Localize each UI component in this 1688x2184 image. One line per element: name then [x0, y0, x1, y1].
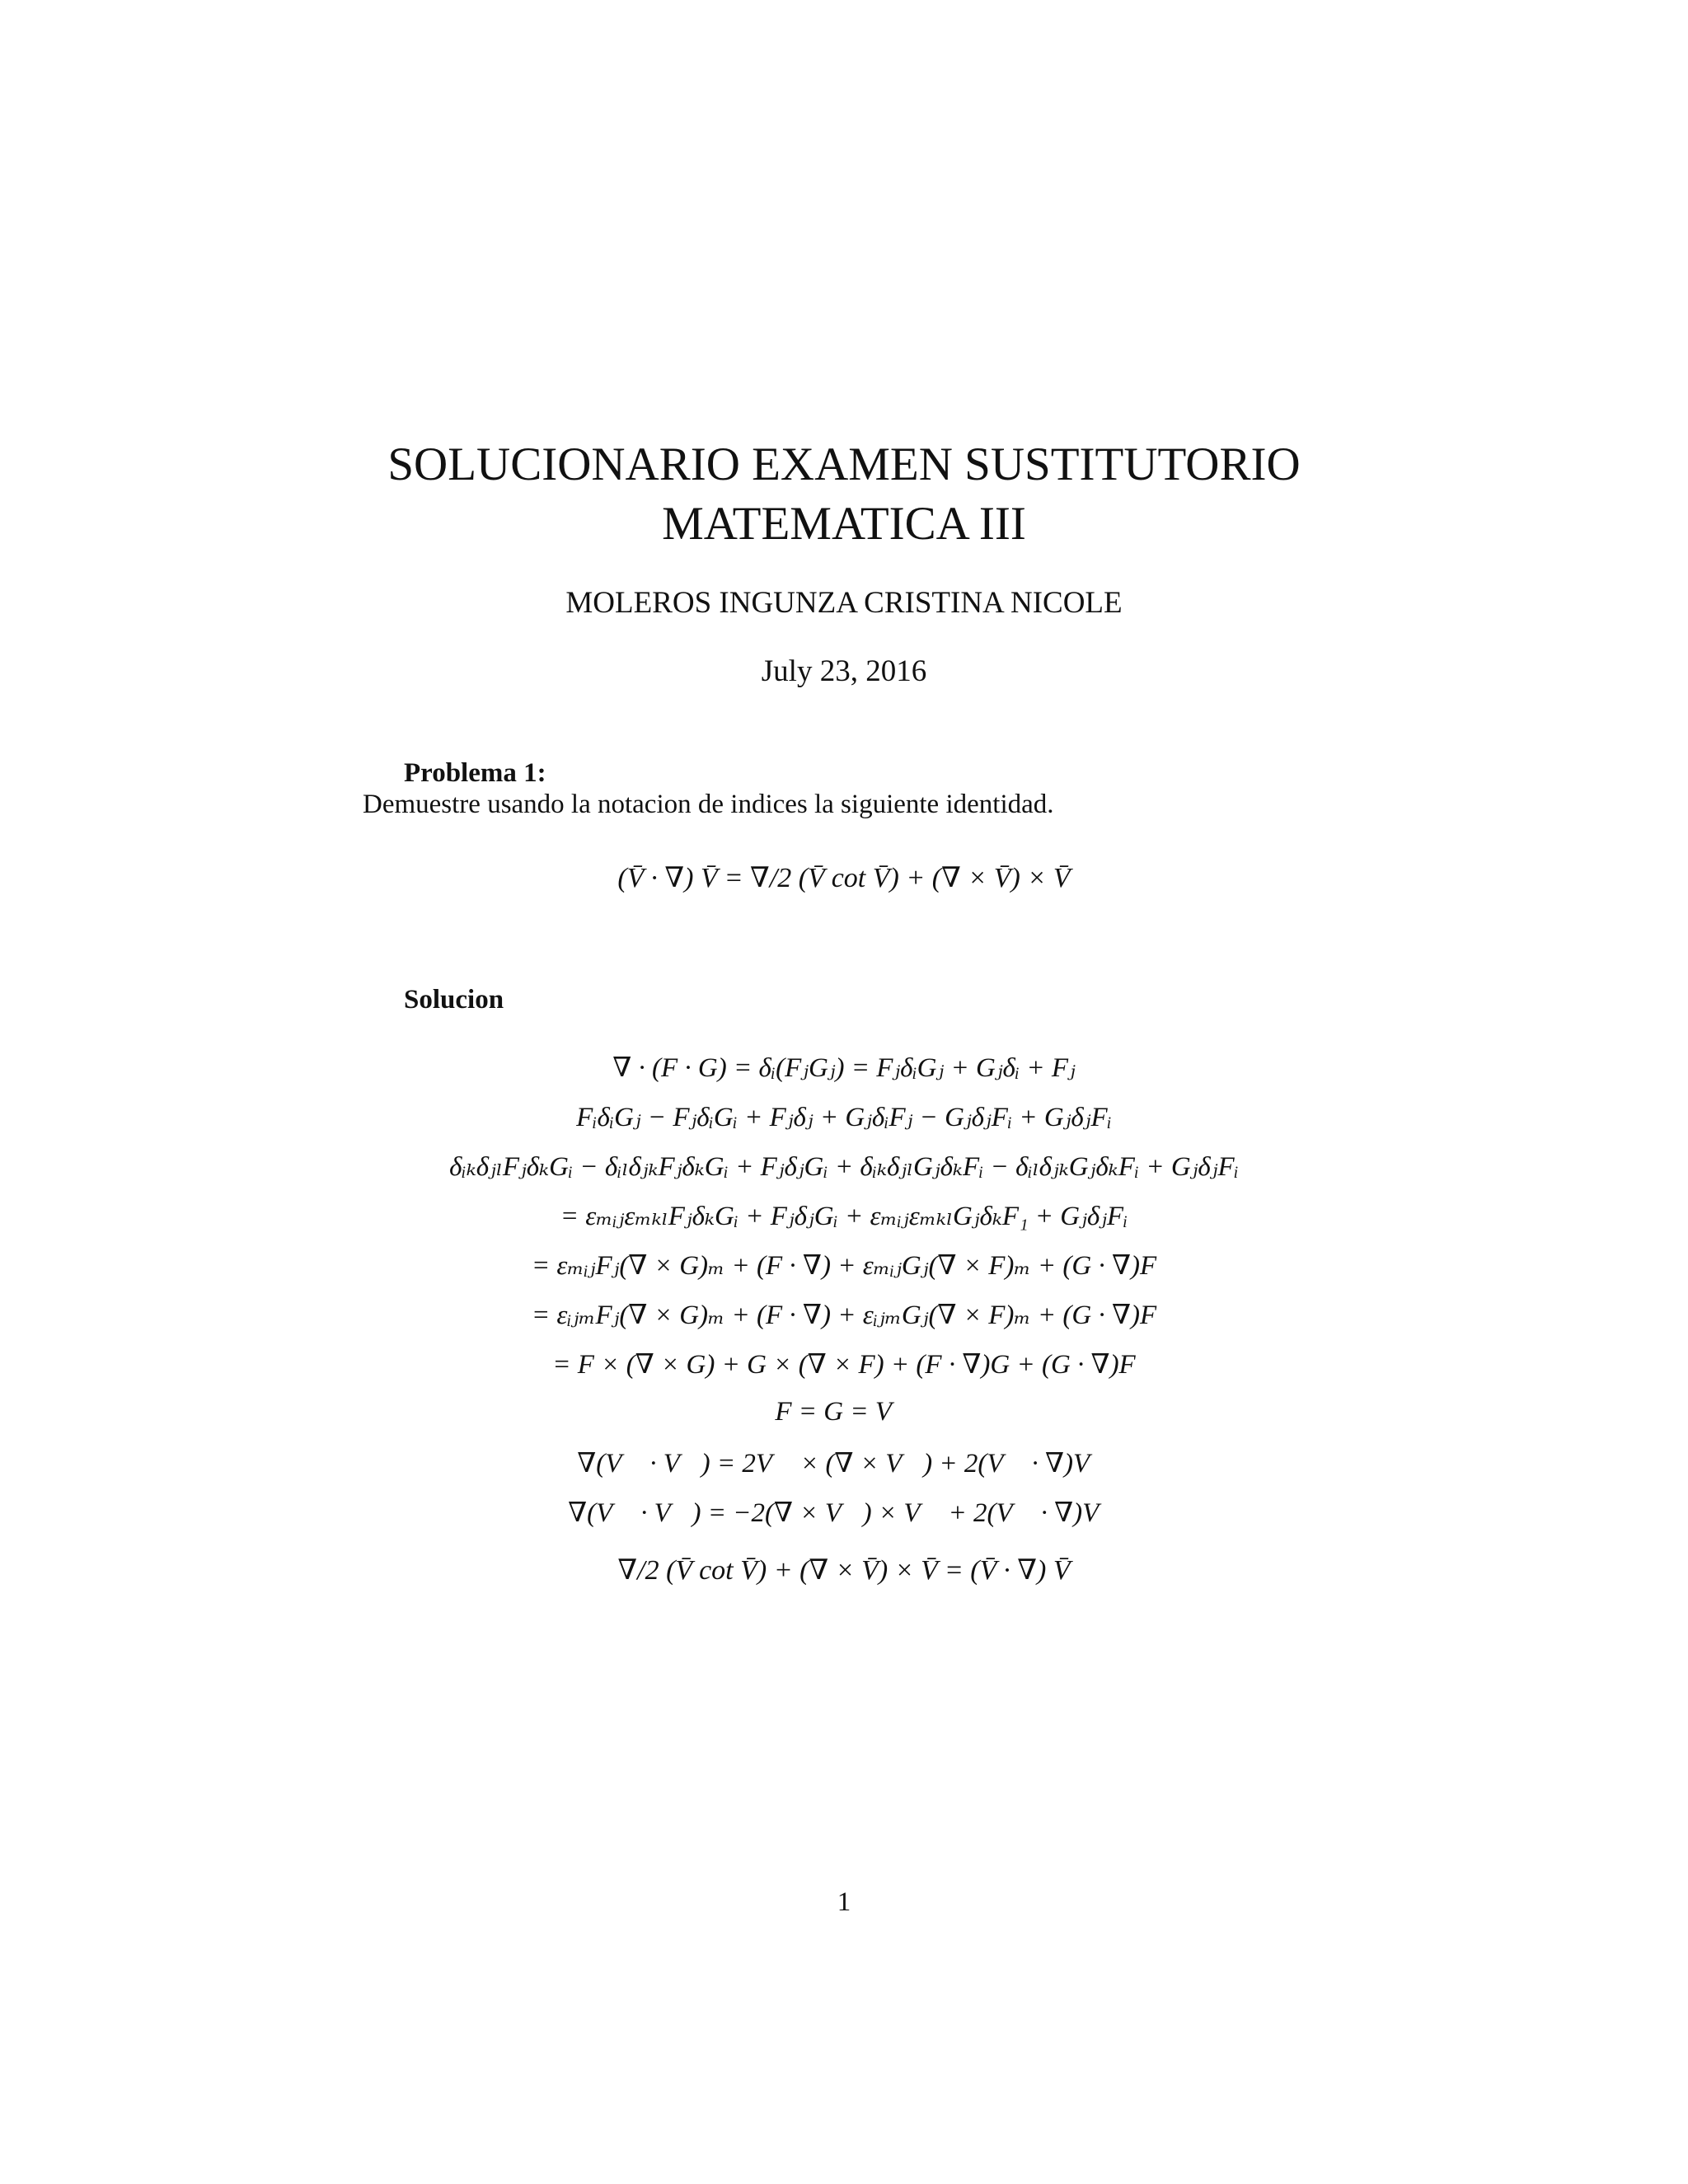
problem-heading: Problema 1: — [404, 758, 546, 788]
document-title — [0, 435, 1688, 554]
solution-step: ∇(V⃗ · V⃗) = −2(∇ × V⃗) × V⃗ + 2(V⃗ · ∇)V⃗ — [568, 1498, 1120, 1528]
solution-step: δᵢₖδⱼₗFⱼδₖGᵢ − δᵢₗδⱼₖFⱼδₖGᵢ + FⱼδⱼGᵢ + δᵢₖδⱼₗGⱼδₖFᵢ − δᵢₗδⱼₖGⱼδₖFᵢ + GⱼδⱼFᵢ — [449, 1152, 1239, 1182]
solution-step: ∇/2 (V̄ cot V̄) + (∇ × V̄) × V̄ = (V̄ · ∇) V̄ — [617, 1555, 1071, 1586]
solution-step: FᵢδᵢGⱼ − FⱼδᵢGᵢ + Fⱼδⱼ + GⱼδᵢFⱼ − GⱼδⱼFᵢ + GⱼδⱼFᵢ — [576, 1103, 1112, 1132]
solution-step: ∇ · (F · G) = δᵢ(FⱼGⱼ) = FⱼδᵢGⱼ + Gⱼδᵢ + Fⱼ — [612, 1053, 1076, 1083]
solution-step: ∇(V⃗ · V⃗) = 2V⃗ × (∇ × V⃗) + 2(V⃗ · ∇)V⃗ — [577, 1449, 1111, 1479]
solution-step: = εₘᵢⱼεₘₖₗFⱼδₖGᵢ + FⱼδⱼGᵢ + εₘᵢⱼεₘₖₗGⱼδₖF₁ + GⱼδⱼFᵢ — [560, 1202, 1128, 1231]
author: MOLEROS INGUNZA CRISTINA NICOLE — [565, 586, 1123, 620]
problem-identity: (V̄ · ∇) V̄ = ∇/2 (V̄ cot V̄) + (∇ × V̄) × V̄ — [617, 863, 1071, 893]
date: July 23, 2016 — [761, 654, 927, 688]
page-number: 1 — [837, 1887, 851, 1917]
problem-statement: Demuestre usando la notacion de indices la siguiente identidad. — [363, 790, 1054, 819]
solution-step: F = G = V⃗ — [775, 1397, 913, 1427]
title-line-2: MATEMATICA III — [662, 498, 1026, 550]
solution-step: = εᵢⱼₘFⱼ(∇ × G)ₘ + (F · ∇) + εᵢⱼₘGⱼ(∇ × F)ₘ + (G · ∇)F — [531, 1301, 1157, 1330]
solution-step: = εₘᵢⱼFⱼ(∇ × G)ₘ + (F · ∇) + εₘᵢⱼGⱼ(∇ × F)ₘ + (G · ∇)F — [531, 1251, 1157, 1281]
title-line-1: SOLUCIONARIO EXAMEN SUSTITUTORIO — [387, 438, 1301, 490]
solution-step: = F × (∇ × G) + G × (∇ × F) + (F · ∇)G + (G · ∇)F — [552, 1350, 1136, 1380]
solution-heading: Solucion — [404, 985, 504, 1015]
